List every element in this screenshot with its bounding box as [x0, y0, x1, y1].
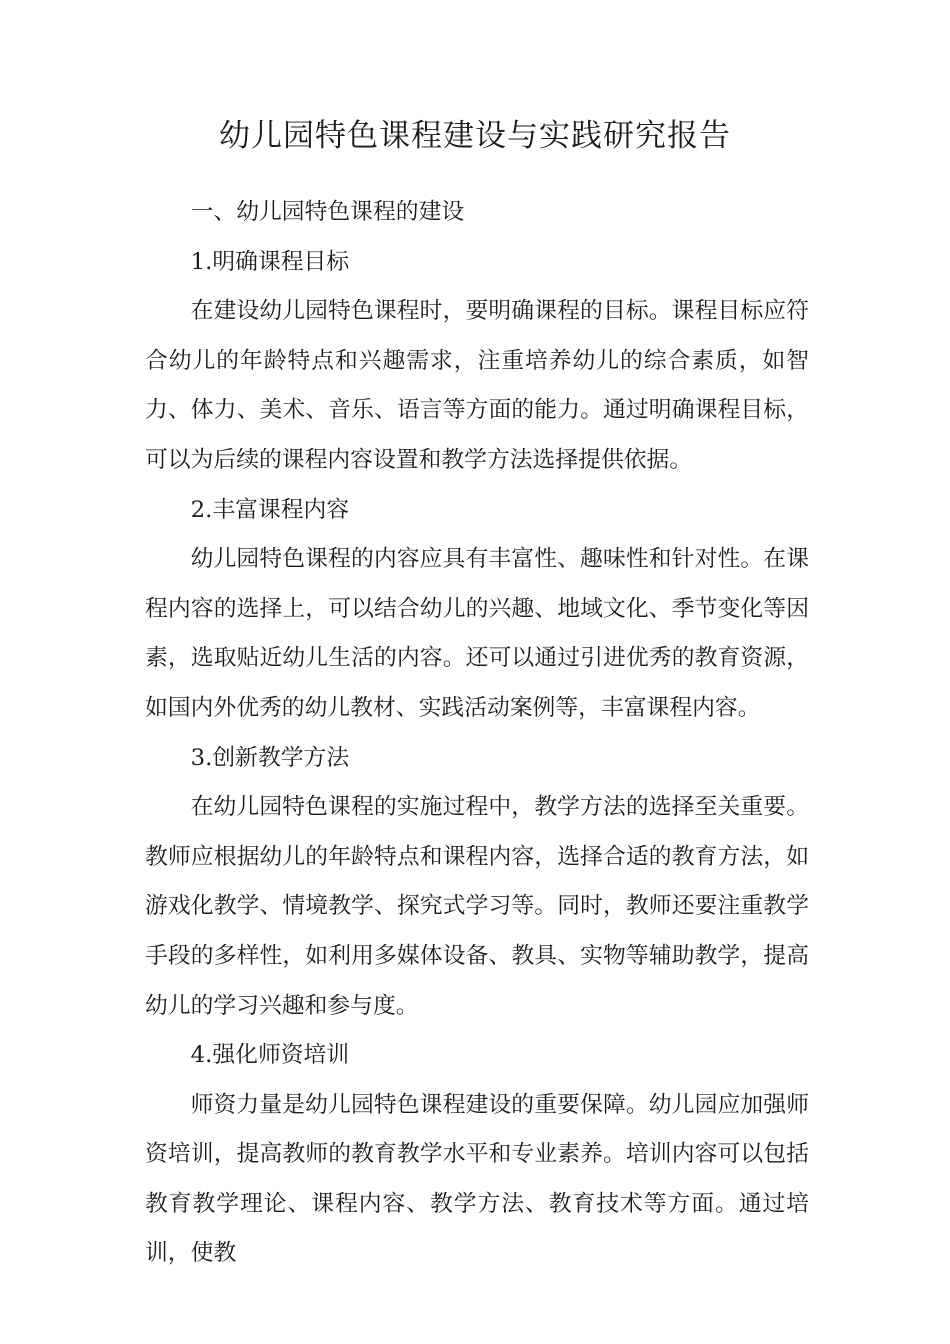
- document-body: [145, 188, 809, 1279]
- paragraph-3: 在幼儿园特色课程的实施过程中，教学方法的选择至关重要。教师应根据幼儿的年龄特点和课程内容，选择合适的教育方法，如游戏化教学、情境教学、探究式学习等。同时，教师还要注重教学手段的多样性，如利用多媒体设备、教具、实物等辅助教学，提高幼儿的学习兴趣和参与度。: [145, 794, 809, 1019]
- section-heading: 一、幼儿园特色课程的建设: [190, 199, 465, 225]
- paragraph-1: 在建设幼儿园特色课程时，要明确课程的目标。课程目标应符合幼儿的年龄特点和兴趣需求，注重培养幼儿的综合素质，如智力、体力、美术、音乐、语言等方面的能力。通过明确课程目标，可以为后续的课程内容设置和教学方法选择提供依据。: [145, 298, 809, 473]
- paragraph-2: 幼儿园特色课程的内容应具有丰富性、趣味性和针对性。在课程内容的选择上，可以结合幼儿的兴趣、地域文化、季节变化等因素，选取贴近幼儿生活的内容。还可以通过引进优秀的教育资源，如国内外优秀的幼儿教材、实践活动案例等，丰富课程内容。: [145, 546, 809, 721]
- subsection-heading-1: 1.明确课程目标: [190, 248, 350, 275]
- paragraph-4: 师资力量是幼儿园特色课程建设的重要保障。幼儿园应加强师资培训，提高教师的教育教学水平和专业素养。培训内容可以包括教育教学理论、课程内容、教学方法、教育技术等方面。通过培训，使教: [145, 1091, 809, 1267]
- subsection-heading-3: 3.创新教学方法: [190, 744, 350, 771]
- subsection-heading-2: 2.丰富课程内容: [190, 496, 350, 523]
- subsection-heading-4: 4.强化师资培训: [190, 1042, 350, 1069]
- document-title: 幼儿园特色课程建设与实践研究报告: [219, 118, 731, 154]
